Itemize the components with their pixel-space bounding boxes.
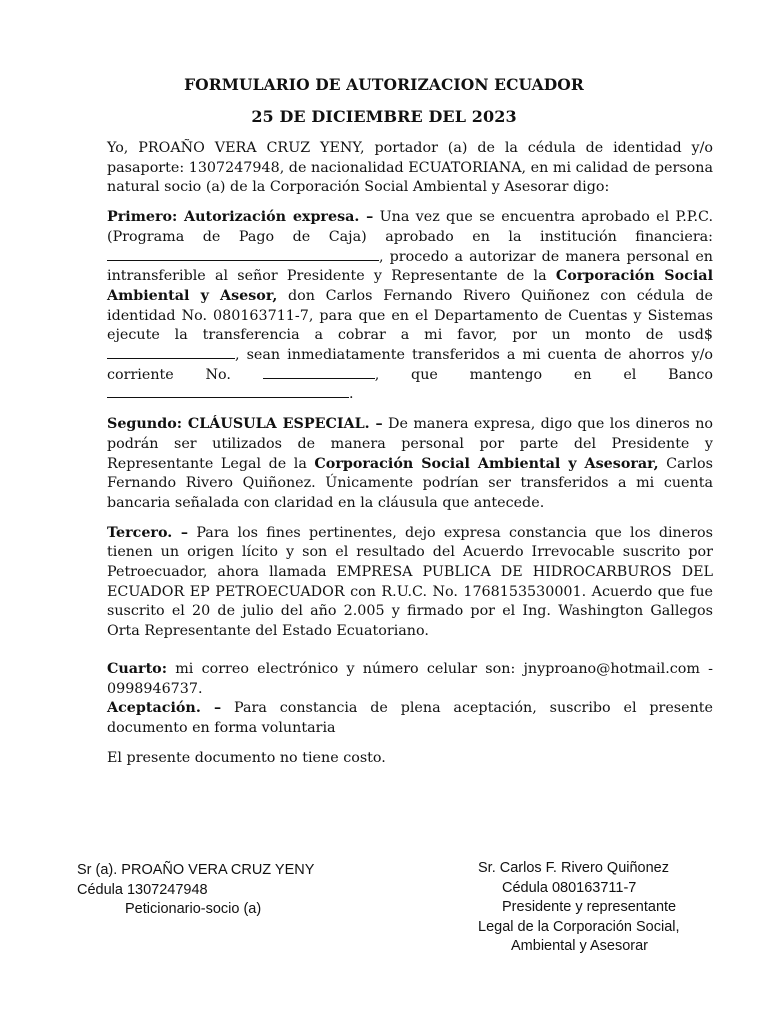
cost-note-text: El presente documento no tiene costo. — [107, 749, 386, 766]
clause-primero-text-6: . — [349, 386, 354, 403]
clause-cuarto-text: mi correo electrónico y número celular son: jnyproano@hotmail.com - 0998946737. — [107, 660, 713, 697]
clause-primero-text-5: , que mantengo en el Banco — [374, 366, 714, 383]
clause-tercero — [107, 524, 713, 642]
amount-blank[interactable] — [107, 346, 235, 359]
signature-block-right — [478, 859, 708, 957]
clause-primero-text-1: Una vez que se encuentra aprobado el P.P.C. (Programa de Pago de Caja) aprobado en la institución financiera: — [107, 209, 713, 245]
signer-right-id: Cédula 080163711-7 — [502, 879, 637, 896]
signer-left-id: Cédula 1307247948 — [77, 881, 208, 898]
intro-text: Yo, PROAÑO VERA CRUZ YENY, portador (a) de la cédula de identidad y/o pasaporte: 1307247948, de nacionalidad ECUATORIANA, en mi calidad de persona natural socio (a) de la Corporación Social Ambiental y Asesorar digo: — [107, 140, 713, 196]
intro-paragraph — [107, 139, 713, 198]
document-date: 25 DE DICIEMBRE DEL 2023 — [251, 107, 517, 126]
cost-note — [107, 749, 713, 769]
clause-segundo-text-1: De manera expresa, digo que los dineros no podrán ser utilizados de manera personal por parte del Presidente y Representante Legal de la — [107, 416, 714, 472]
signature-block-left — [77, 861, 314, 920]
clause-tercero-label: Tercero. – — [107, 524, 189, 541]
signer-right-role-1: Presidente y representante — [502, 899, 677, 915]
clause-aceptacion-label: Aceptación. – — [107, 700, 222, 717]
clause-aceptacion — [107, 699, 713, 738]
clause-tercero-text: Para los fines pertinentes, dejo expresa constancia que los dineros tienen un origen lícito y son el resultado del Acuerdo Irrevocable suscrito por Petroecuador, ahora llamada EMPRESA PUBLICA DE HIDROCARBUROS DEL ECUADOR EP PETROECUADOR con R.U.C. No. 1768153530001. Acuerdo que fue suscrito el 20 de julio del año 2.005 y firmado por el Ing. Washington Gallegos Orta Representante del Estado Ecuatoriano. — [107, 524, 714, 640]
clause-segundo-org: Corporación Social Ambiental y Asesorar, — [314, 455, 659, 472]
clause-primero-text-4: , sean inmediatamente transferidos a mi cuenta de ahorros y/o corriente No. — [107, 347, 713, 383]
clause-aceptacion-text: Para constancia de plena aceptación, suscribo el presente documento en forma voluntaria — [107, 700, 713, 736]
clause-cuarto-label: Cuarto: — [107, 660, 167, 677]
signer-right-role-3: Ambiental y Asesorar — [511, 938, 649, 954]
signer-left-role: Peticionario-socio (a) — [125, 901, 262, 917]
clause-cuarto — [107, 660, 713, 699]
financial-institution-blank[interactable] — [107, 248, 379, 261]
clause-segundo-text-2: Carlos Fernando Rivero Quiñonez. Únicamente podrían ser transferidos a mi cuenta bancaria señalada con claridad en la cláusula que antecede. — [107, 455, 713, 511]
signer-left-name: Sr (a). PROAÑO VERA CRUZ YENY — [77, 862, 315, 878]
signer-right-name: Sr. Carlos F. Rivero Quiñonez — [478, 860, 669, 876]
clause-primero-text-3: don Carlos Fernando Rivero Quiñonez con cédula de identidad No. 080163711-7, para que en el Departamento de Cuentas y Sistemas ejecute la transferencia a cobrar a mi favor, por un monto de usd$ — [107, 287, 714, 344]
clause-segundo-label: Segundo: CLÁUSULA ESPECIAL. – — [107, 416, 383, 433]
document-body — [107, 139, 713, 778]
document-title: FORMULARIO DE AUTORIZACION ECUADOR — [184, 75, 584, 94]
clause-segundo — [107, 415, 713, 514]
signer-right-role-2: Legal de la Corporación Social, — [478, 918, 680, 935]
clause-primero-org: Corporación Social Ambiental y Asesor, — [107, 268, 713, 304]
account-number-blank[interactable] — [263, 366, 375, 379]
clause-primero-label: Primero: Autorización expresa. – — [107, 209, 374, 226]
bank-name-blank[interactable] — [107, 385, 349, 398]
clause-primero-text-2: , procedo a autorizar de manera personal en intransferible al señor Presidente y Representante de la — [107, 248, 713, 285]
clause-primero — [107, 208, 713, 405]
